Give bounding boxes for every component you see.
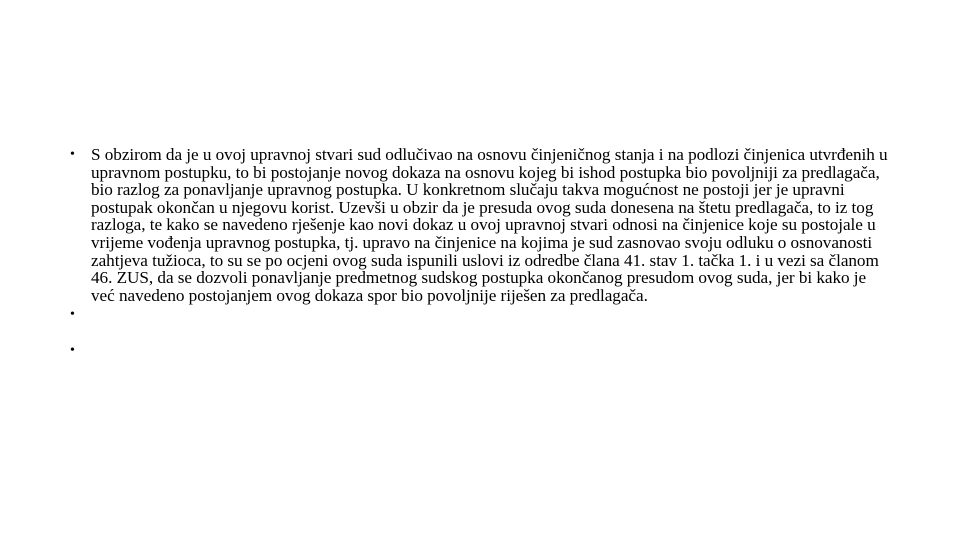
- bullet-text: S obzirom da je u ovoj upravnoj stvari sud odlučivao na osnovu činjeničnog stanja i na podlozi činjenica utvrđenih u upravnom postupku, to bi postojanje novog dokaza na osnovu kojeg bi ishod postupka bio povoljniji za predlagača, bio razlog za ponavljanje upravnog postupka. U konkretnom slučaju takva mogućnost ne postoji jer je upravni postupak okončan u njegovu korist. Uzevši u obzir da je presuda ovog suda donesena na štetu predlagača, to iz tog razloga, te kako se navedeno rješenje kao novi dokaz u ovoj upravnoj stvari odnosi na činjenice koje su postojale u vrijeme vođenja upravnog postupka, tj. upravo na činjenice na kojima je sud zasnovao svoju odluku o osnovanosti zahtjeva tužioca, to su se po ocjeni ovog suda ispunili uslovi iz odredbe člana 41. stav 1. tačka 1. i u vezi sa članom 46. ZUS, da se dozvoli ponavljanje predmetnog sudskog postupka okončanog presudom ovog suda, jer bi kako je već navedeno postojanjem ovog dokaza spor bio povoljnije riješen za predlagača.: [91, 145, 888, 305]
- bullet-icon: •: [70, 342, 75, 358]
- bullet-item-empty: [70, 342, 890, 360]
- bullet-list: [70, 146, 890, 360]
- bullet-item-main: [70, 146, 890, 304]
- bullet-icon: •: [70, 307, 75, 323]
- bullet-icon: •: [70, 147, 75, 162]
- bullet-item-empty: [70, 306, 890, 324]
